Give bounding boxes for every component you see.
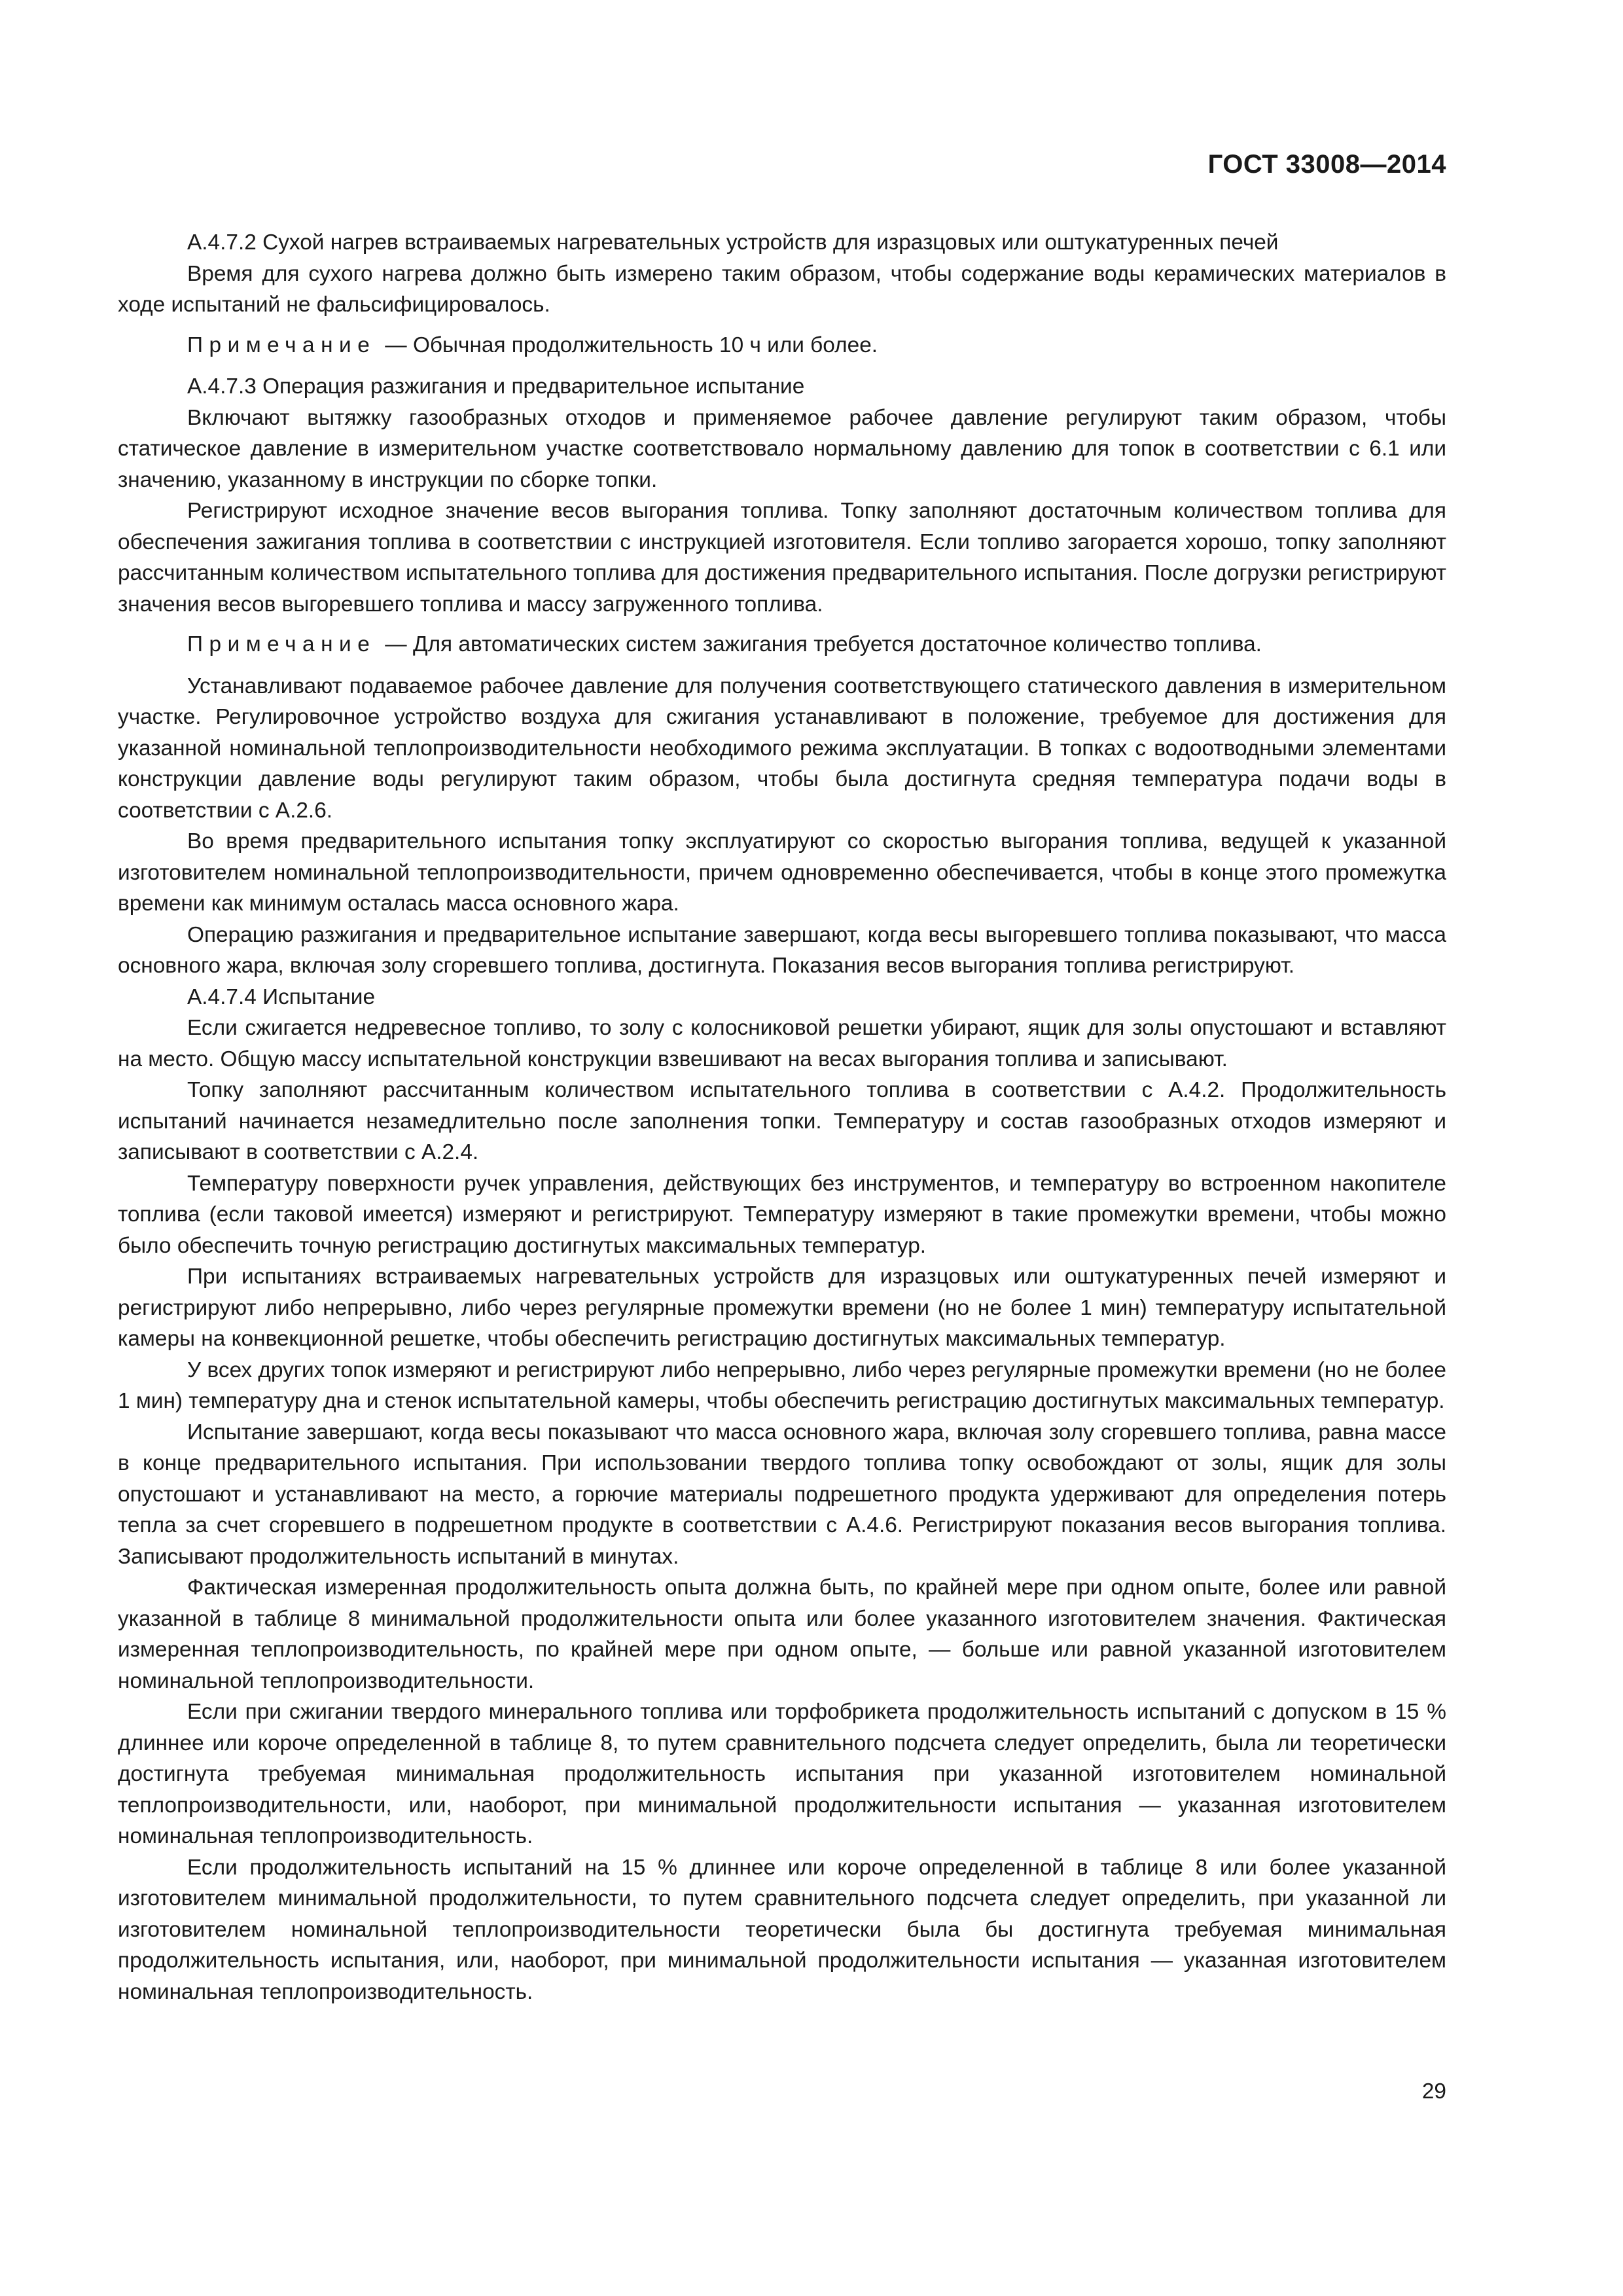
note-label: Примечание — [187, 632, 376, 656]
paragraph: Температуру поверхности ручек управления, действующих без инструментов, и температуру во встроенном накопителе топлива (если таковой имеется) измеряют и регистрируют. Температуру измеряют в такие промежутки времени, чтобы можно было обеспечить точную регистрацию достигнутых максимальных температур. — [118, 1171, 1446, 1258]
paragraph: Во время предварительного испытания топку эксплуатируют со скоростью выгорания топлива, ведущей к указанной изготовителем номинальной теплопроизводительности, причем одновременно обеспечивается, чтобы в конце этого промежутка времени как минимум осталась масса основного жара. — [118, 829, 1446, 916]
paragraph: Топку заполняют рассчитанным количеством испытательного топлива в соответствии с А.4.2. Продолжительность испытаний начинается незамедлительно после заполнения топки. Температуру и состав газообразных отходов измеряют и записывают в соответствии с А.2.4. — [118, 1078, 1446, 1164]
note — [118, 629, 1446, 660]
section-title-a474: А.4.7.4 Испытание — [187, 984, 376, 1009]
paragraph: Если при сжигании твердого минерального топлива или торфобрикета продолжительность испытаний с допуском в 15 % длиннее или короче определенной в таблице 8, то путем сравнительного подсчета следует определить, была ли теоретически достигнута требуемая минимальная продолжительность испытания при указанной изготовителем номинальной теплопроизводительности, или, наоборот, при минимальной продолжительности испытания — указанная изготовителем номинальная теплопроизводительность. — [118, 1700, 1446, 1848]
document-page — [118, 0, 1446, 2296]
paragraph: Операцию разжигания и предварительное испытание завершают, когда весы выгоревшего топлива показывают, что масса основного жара, включая золу сгоревшего топлива, достигнута. Показания весов выгорания топлива регистрируют. — [118, 922, 1446, 978]
page-header-standard: ГОСТ 33008—2014 — [1207, 150, 1446, 179]
paragraph: Время для сухого нагрева должно быть измерено таким образом, чтобы содержание воды керамических материалов в ходе испытаний не фальсифицировалось. — [118, 261, 1446, 317]
note-label: Примечание — [187, 332, 376, 357]
paragraph: Испытание завершают, когда весы показывают что масса основного жара, включая золу сгоревшего топлива, равна массе в конце предварительного испытания. При использовании твердого топлива топку освобождают от золы, ящик для золы опустошают и устанавливают на место, а горючие материалы подрешетного продукта удерживают для определения потерь тепла за счет сгоревшего в подрешетном продукте в соответствии с А.4.6. Регистрируют показания весов выгорания топлива. Записывают продолжительность испытаний в минутах. — [118, 1420, 1446, 1569]
paragraph: У всех других топок измеряют и регистрируют либо непрерывно, либо через регулярные промежутки времени (но не более 1 мин) температуру дна и стенок испытательной камеры, чтобы обеспечить регистрацию достигнутых максимальных температур. — [118, 1357, 1446, 1413]
note — [118, 330, 1446, 361]
paragraph: Если сжигается недревесное топливо, то золу с колосниковой решетки убирают, ящик для золы опустошают и вставляют на место. Общую массу испытательной конструкции взвешивают на весах выгорания топлива и записывают. — [118, 1016, 1446, 1071]
paragraph: Если продолжительность испытаний на 15 % длиннее или короче определенной в таблице 8 или более указанной изготовителем минимальной продолжительности, то путем сравнительного подсчета следует определить, при указанной ли изготовителем номинальной теплопроизводительности теоретически была бы достигнута требуемая минимальная продолжительность испытания, или, наоборот, при минимальной продолжительности испытания — указанная изготовителем номинальная теплопроизводительность. — [118, 1855, 1446, 2004]
paragraph: При испытаниях встраиваемых нагревательных устройств для изразцовых или оштукатуренных печей измеряют и регистрируют либо непрерывно, либо через регулярные промежутки времени (но не более 1 мин) температуру испытательной камеры на конвекционной решетке, чтобы обеспечить регистрацию достигнутых максимальных температур. — [118, 1265, 1446, 1351]
document-body — [118, 227, 1446, 2007]
paragraph: Регистрируют исходное значение весов выгорания топлива. Топку заполняют достаточным количеством топлива для обеспечения зажигания топлива в соответствии с инструкцией изготовителя. Если топливо загорается хорошо, топку заполняют рассчитанным количеством испытательного топлива для достижения предварительного испытания. После догрузки регистрируют значения весов выгоревшего топлива и массу загруженного топлива. — [118, 499, 1446, 617]
paragraph: Включают вытяжку газообразных отходов и применяемое рабочее давление регулируют таким образом, чтобы статическое давление в измерительном участке соответствовало нормальному давлению для топок в соответствии с 6.1 или значению, указанному в инструкции по сборке топки. — [118, 405, 1446, 492]
note-text: — Обычная продолжительность 10 ч или более. — [385, 332, 878, 357]
paragraph: Устанавливают подаваемое рабочее давление для получения соответствующего статического давления в измерительном участке. Регулировочное устройство воздуха для сжигания устанавливают в положение, требуемое для достижения для указанной номинальной теплопроизводительности необходимого режима эксплуатации. В топках с водоотводными элементами конструкции давление воды регулируют таким образом, чтобы была достигнута средняя температура подачи воды в соответствии с А.2.6. — [118, 673, 1446, 823]
page-number: 29 — [1421, 2079, 1446, 2104]
note-text: — Для автоматических систем зажигания требуется достаточное количество топлива. — [385, 632, 1262, 656]
section-title-a472: А.4.7.2 Сухой нагрев встраиваемых нагревательных устройств для изразцовых или оштукатуренных печей — [187, 230, 1279, 255]
paragraph: Фактическая измеренная продолжительность опыта должна быть, по крайней мере при одном опыте, более или равной указанной в таблице 8 минимальной продолжительности опыта или более указанного изготовителем значения. Фактическая измеренная теплопроизводительность, по крайней мере при одном опыте, — больше или равной указанной изготовителем номинальной теплопроизводительности. — [118, 1575, 1446, 1693]
section-title-a473: А.4.7.3 Операция разжигания и предварительное испытание — [187, 374, 805, 399]
